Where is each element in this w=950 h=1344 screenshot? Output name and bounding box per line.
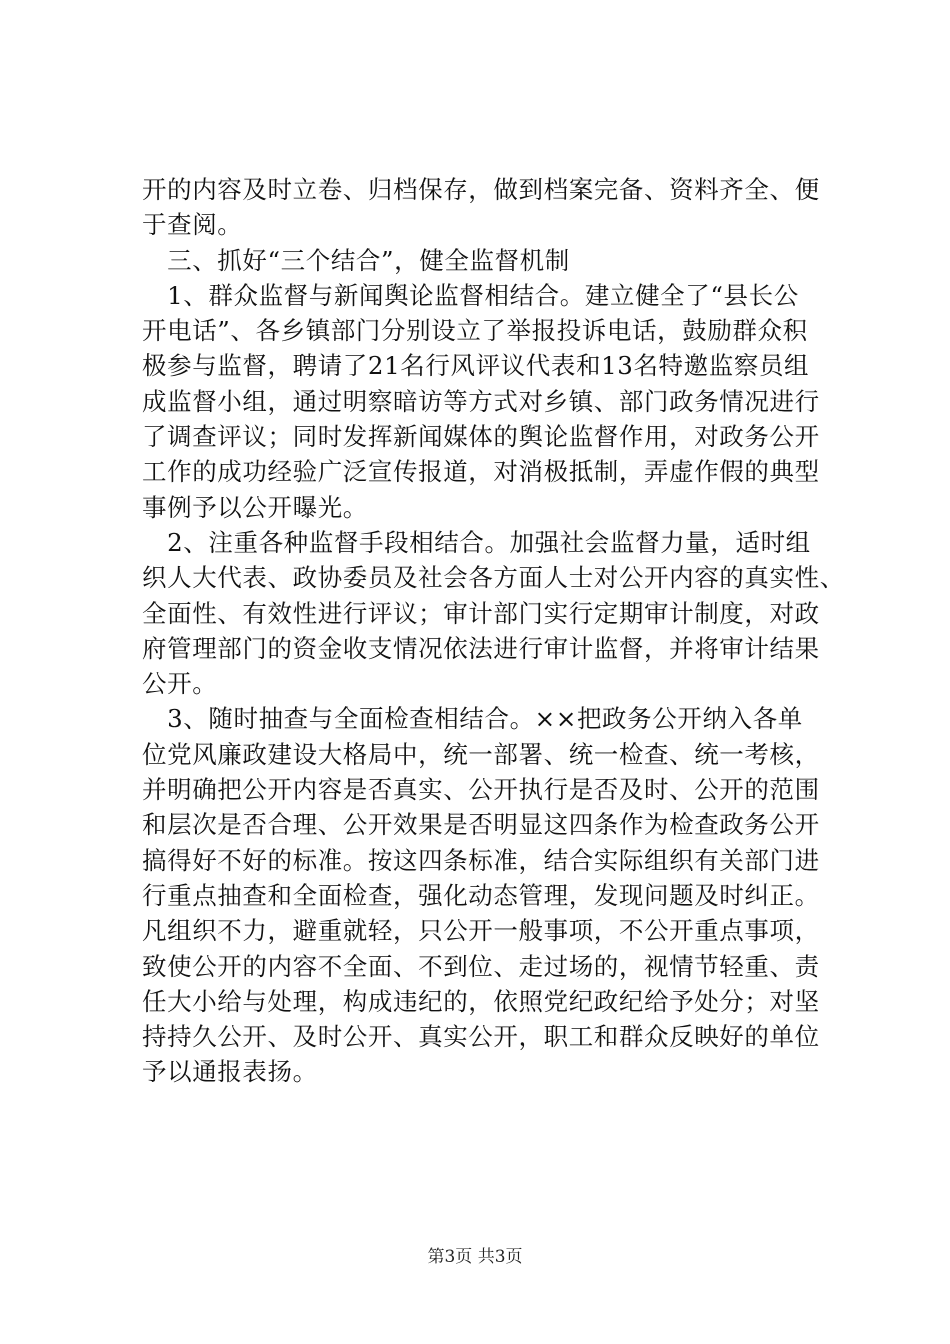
text-line: 3、随时抽查与全面检查相结合。××把政务公开纳入各单: [142, 704, 803, 734]
text-line: 搞得好不好的标准。按这四条标准，结合实际组织有关部门进: [142, 845, 820, 875]
text-line: 任大小给与处理，构成违纪的，依照党纪政纪给予处分；对坚: [142, 986, 820, 1016]
text-line: 2、注重各种监督手段相结合。加强社会监督力量，适时组: [142, 527, 811, 557]
document-body: [142, 172, 845, 1090]
text-line: 凡组织不力，避重就轻，只公开一般事项，不公开重点事项，: [142, 916, 820, 946]
text-line: 致使公开的内容不全面、不到位、走过场的，视情节轻重、责: [142, 951, 820, 981]
text-line: 开电话”、各乡镇部门分别设立了举报投诉电话，鼓励群众积: [142, 316, 808, 346]
text-line: 持持久公开、及时公开、真实公开，职工和群众反映好的单位: [142, 1022, 820, 1052]
text-line: 极参与监督，聘请了21名行风评议代表和13名特邀监察员组: [142, 351, 810, 381]
text-line: 开的内容及时立卷、归档保存，做到档案完备、资料齐全、便: [142, 175, 820, 204]
text-line: 成监督小组，通过明察暗访等方式对乡镇、部门政务情况进行: [142, 386, 820, 416]
section-heading: 三、抓好“三个结合”，健全监督机制: [142, 245, 570, 275]
text-line: 位党风廉政建设大格局中，统一部署、统一检查、统一考核，: [142, 739, 820, 769]
text-line: 并明确把公开内容是否真实、公开执行是否及时、公开的范围: [142, 775, 820, 805]
text-line: 于查阅。: [142, 210, 243, 240]
text-line: 全面性、有效性进行评议；审计部门实行定期审计制度，对政: [142, 598, 820, 628]
text-line: 工作的成功经验广泛宣传报道，对消极抵制，弄虚作假的典型: [142, 457, 820, 487]
page-number-footer: 第3页 共3页: [427, 1247, 523, 1267]
text-line: 予以通报表扬。: [142, 1057, 318, 1087]
text-line: 行重点抽查和全面检查，强化动态管理，发现问题及时纠正。: [142, 880, 820, 910]
text-line: 和层次是否合理、公开效果是否明显这四条作为检查政务公开: [142, 810, 820, 840]
text-line: 公开。: [142, 669, 218, 699]
text-line: 事例予以公开曝光。: [142, 492, 368, 522]
text-line: 了调查评议；同时发挥新闻媒体的舆论监督作用，对政务公开: [142, 422, 820, 452]
text-line: 织人大代表、政协委员及社会各方面人士对公开内容的真实性、: [142, 563, 845, 593]
text-line: 府管理部门的资金收支情况依法进行审计监督，并将审计结果: [142, 633, 820, 663]
text-line: 1、群众监督与新闻舆论监督相结合。建立健全了“县长公: [142, 280, 799, 310]
